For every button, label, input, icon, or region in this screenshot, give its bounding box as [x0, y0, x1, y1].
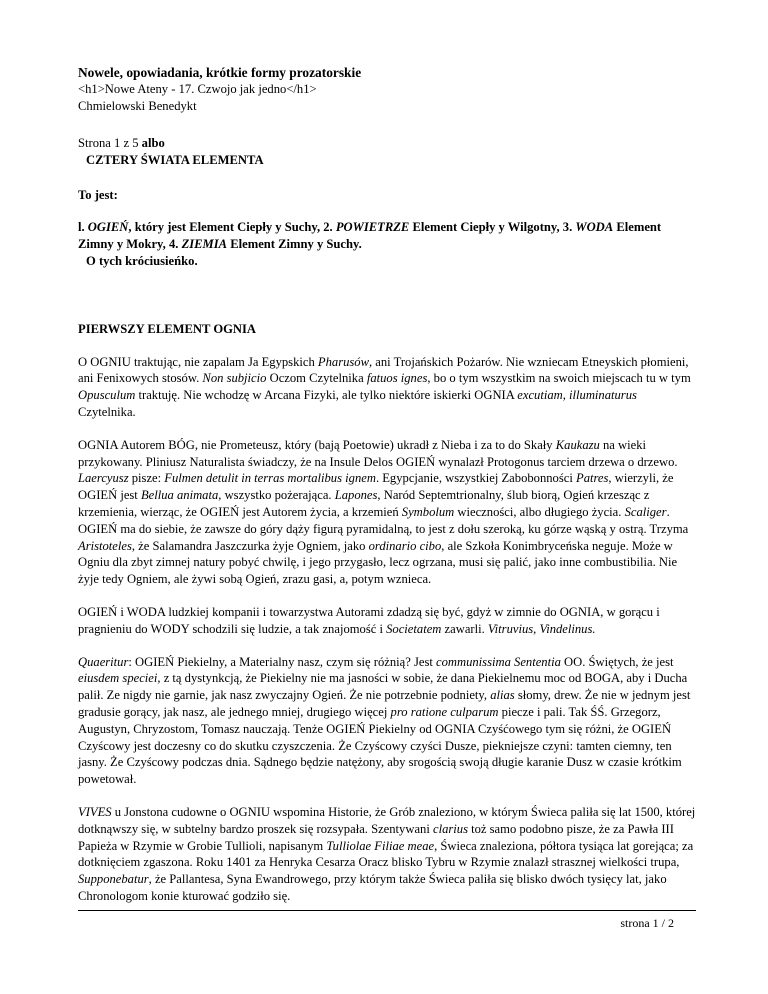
text-run: na wieki przykowany. Pliniusz Naturalista świadczy, że na Insule Delos OGIEŃ wynalazł Protogonus tarciem drzewa o drzewo.: [78, 437, 678, 469]
text-run-italic: Vitruvius, Vindelinus.: [487, 621, 596, 636]
element-earth: ZIEMIA: [181, 237, 228, 252]
text-run-italic: Laercyusz: [78, 471, 129, 486]
text-run-italic: clarius: [432, 821, 468, 836]
text-run-italic: Kaukazu: [555, 437, 600, 452]
text-run: Oczom Czytelnika: [266, 371, 367, 386]
document-header: [78, 64, 698, 114]
text-run-italic: Fulmen detulit in terras mortalibus ignem: [164, 471, 376, 486]
text-run: , wszystko pożerająca.: [218, 488, 335, 503]
work-title: <h1>Nowe Ateny - 17. Czwojo jak jedno</h1>: [78, 82, 317, 96]
text-run-italic: communissima Sententia: [436, 654, 561, 669]
text-run-italic: Tulliolae Filiae meae: [326, 838, 435, 853]
document-body: [78, 135, 696, 921]
text-run: słomy, drew. Że nie w jednym jest gradusie gorący, jak nasz, ale jednego mniej, drugiego więcej: [78, 688, 691, 719]
text-run-italic: Aristoteles: [78, 538, 132, 553]
text-run: , Świeca znaleziona, półtora tysiąca lat gorejąca; za dotknięciem zgaszona. Roku 1401 za Henryka Cesarza Oracz blisko Tybru w Rzymie znalazł strasznej wielkości trupa,: [78, 838, 694, 870]
text-run-italic: Quaeritur: [78, 654, 129, 669]
text-run-italic: Non subjicio: [202, 371, 267, 386]
text-run-italic: Patres: [576, 471, 609, 486]
text-run-italic: ordinario cibo: [368, 538, 442, 553]
list-text: Element Zimny y Suchy.: [227, 237, 362, 252]
text-run-italic: pro ratione culparum: [390, 704, 499, 719]
element-water: WODA: [575, 220, 614, 235]
list-number: l.: [78, 220, 88, 235]
text-run-italic: Opusculum: [78, 388, 136, 403]
text-run: , wierzyli, że OGIEŃ jest: [78, 471, 674, 503]
text-run: OGNIA Autorem BÓG, nie Prometeusz, który (bają Poetowie) ukradł z Nieba i za to do Skały: [78, 437, 556, 452]
text-run: toż samo podobno pisze, że za Pawła III Papieża w Rzymie w Grobie Tullioli, napisanym: [78, 821, 674, 853]
text-run-italic: VIVES: [78, 804, 112, 819]
element-air: POWIETRZE: [335, 220, 410, 235]
text-run: , ani Trojańskich Pożarów. Nie wzniecam Etneyskich płomieni, ani Fenixowych stosów.: [78, 354, 689, 386]
brief-note: O tych króciusieńko.: [86, 253, 198, 268]
to-jest-heading: To jest:: [78, 187, 118, 202]
collection-title: Nowele, opowiadania, krótkie formy prozatorskie: [78, 65, 362, 80]
author-name: Chmielowski Benedykt: [78, 98, 197, 113]
text-run: piecze i pali. Tak ŚŚ. Grzegorz, Augustyn, Chryzostom, Tomasz nauczają. Tenże OGIEŃ Piekielny od OGNIA Czyśćowego tym się różni, że OGIEŃ Czyścowy jest doczesny co do skutku czyszczenia. Że Czyścowy czyści Dusze, piekniejsze czyni: tamten ciemny, ten jasny. Że Czyścowy podczas dnia. Sądnego będzie natężony, aby srogością swoją długie karanie Dusz w czasie krótkim powetował.: [78, 704, 682, 787]
paragraph-2: [78, 437, 696, 588]
text-run: , ale Szkoła Konimbryceńska neguje. Może w Ogniu dla zbyt zimnej natury pobyć chwilę, i jego przygasło, lecz ogrzana, musi się palić, jako inne combustibilia. Nie żyje tedy Ogniem, ale żywi sobą Ogień, zrazu gasi, a, potym wznieca.: [78, 538, 678, 587]
text-run: pisze:: [128, 471, 165, 486]
text-run-italic: Symbolum: [401, 504, 455, 519]
text-run: traktuję. Nie wchodzę w Arcana Fizyki, ale tylko niektóre iskierki OGNIA: [135, 388, 518, 403]
paragraph-4: [78, 654, 696, 788]
text-run: . Egypcjanie, wszystkiej Zabobonności: [375, 471, 576, 486]
text-run: . OGIEŃ ma do siebie, że zawsze do góry dąży figurą pyramidalną, to jest z dołu szeroką, ku górze wąską y ostrą. Trzyma: [78, 504, 689, 536]
text-run: zawarli.: [441, 621, 488, 636]
text-run: OO. Świętych, że jest: [560, 654, 674, 669]
text-run-italic: Societatem: [386, 621, 442, 636]
text-run: : OGIEŃ Piekielny, a Materialny nasz, czym się różnią? Jest: [128, 654, 437, 669]
text-run: OGIEŃ i WODA ludzkiej kompanii i towarzystwa Autorami zdadzą się być, gdyż w zimnie do OGNIA, w gorącu i pragnieniu do WODY schodzili się ludzie, a tak znajomość i: [78, 604, 660, 636]
text-run: , że Pallantesa, Syna Ewandrowego, przy którym także Świeca paliła się blisko dwóch tysięcy lat, jako Chronologom konie kturować godziło się.: [78, 872, 667, 903]
element-fire: OGIEŃ: [87, 220, 129, 235]
text-run: Czytelnika.: [78, 404, 136, 419]
albo-word: albo: [141, 136, 165, 150]
text-run: , bo o tym wszystkim na swoich miejscach tu w tym: [427, 371, 691, 386]
text-run-italic: alias: [490, 688, 515, 703]
text-run-italic: Bellua animata: [140, 488, 219, 503]
page-indicator: [78, 135, 696, 152]
text-run: , z tą dystynkcją, że Piekielny nie ma jasności w sobie, że dana Piekielnemu moc od BOGA, aby i Ducha palił. Ze nigdy nie garnie, jak nasz zwyczajny Ogień. Że nie potrzebnie podniety,: [78, 671, 688, 703]
page-number: strona 1 / 2: [620, 916, 674, 930]
paragraph-1: [78, 354, 696, 421]
text-run-italic: excutiam, illuminaturus: [517, 388, 637, 403]
text-run-italic: Supponebatur: [78, 872, 149, 887]
text-run-italic: eiusdem speciei: [78, 671, 158, 686]
book-heading: CZTERY ŚWIATA ELEMENTA: [86, 152, 264, 167]
text-run-italic: Pharusów: [317, 354, 369, 369]
text-run: O OGNIU traktując, nie zapalam Ja Egypskich: [78, 354, 318, 369]
section-heading: PIERWSZY ELEMENT OGNIA: [78, 321, 257, 336]
text-run-italic: Scaliger: [624, 504, 667, 519]
text-run: wieczności, albo długiego życia.: [454, 504, 625, 519]
page-indicator-label: Strona 1 z 5: [78, 136, 142, 150]
list-text: , który jest Element Ciepły y Suchy, 2.: [128, 220, 336, 235]
text-run-italic: Lapones: [334, 488, 378, 503]
text-run: u Jonstona cudowne o OGNIU wspomina Historie, że Grób znaleziono, w którym Świeca paliła się lat 1500, której dotknąwszy się, w subtelny bardzo proszek się rozsypała. Szentywani: [78, 804, 696, 836]
list-text: Element Zimny y Mokry, 4.: [78, 220, 662, 252]
text-run-italic: fatuos ignes: [366, 371, 428, 386]
elements-list: [78, 219, 696, 253]
text-run: , że Salamandra Jaszczurka żyje Ogniem, jako: [131, 538, 369, 553]
paragraph-5: [78, 804, 696, 905]
footer-divider: [78, 910, 696, 911]
list-text: Element Ciepły y Wilgotny, 3.: [409, 220, 576, 235]
text-run: , Naród Septemtrionalny, ślub biorą, Ogień krzesząc z krzemienia, wierząc, że OGIEŃ jest Autorem życia, a krzemień: [78, 488, 650, 519]
paragraph-3: [78, 604, 696, 638]
